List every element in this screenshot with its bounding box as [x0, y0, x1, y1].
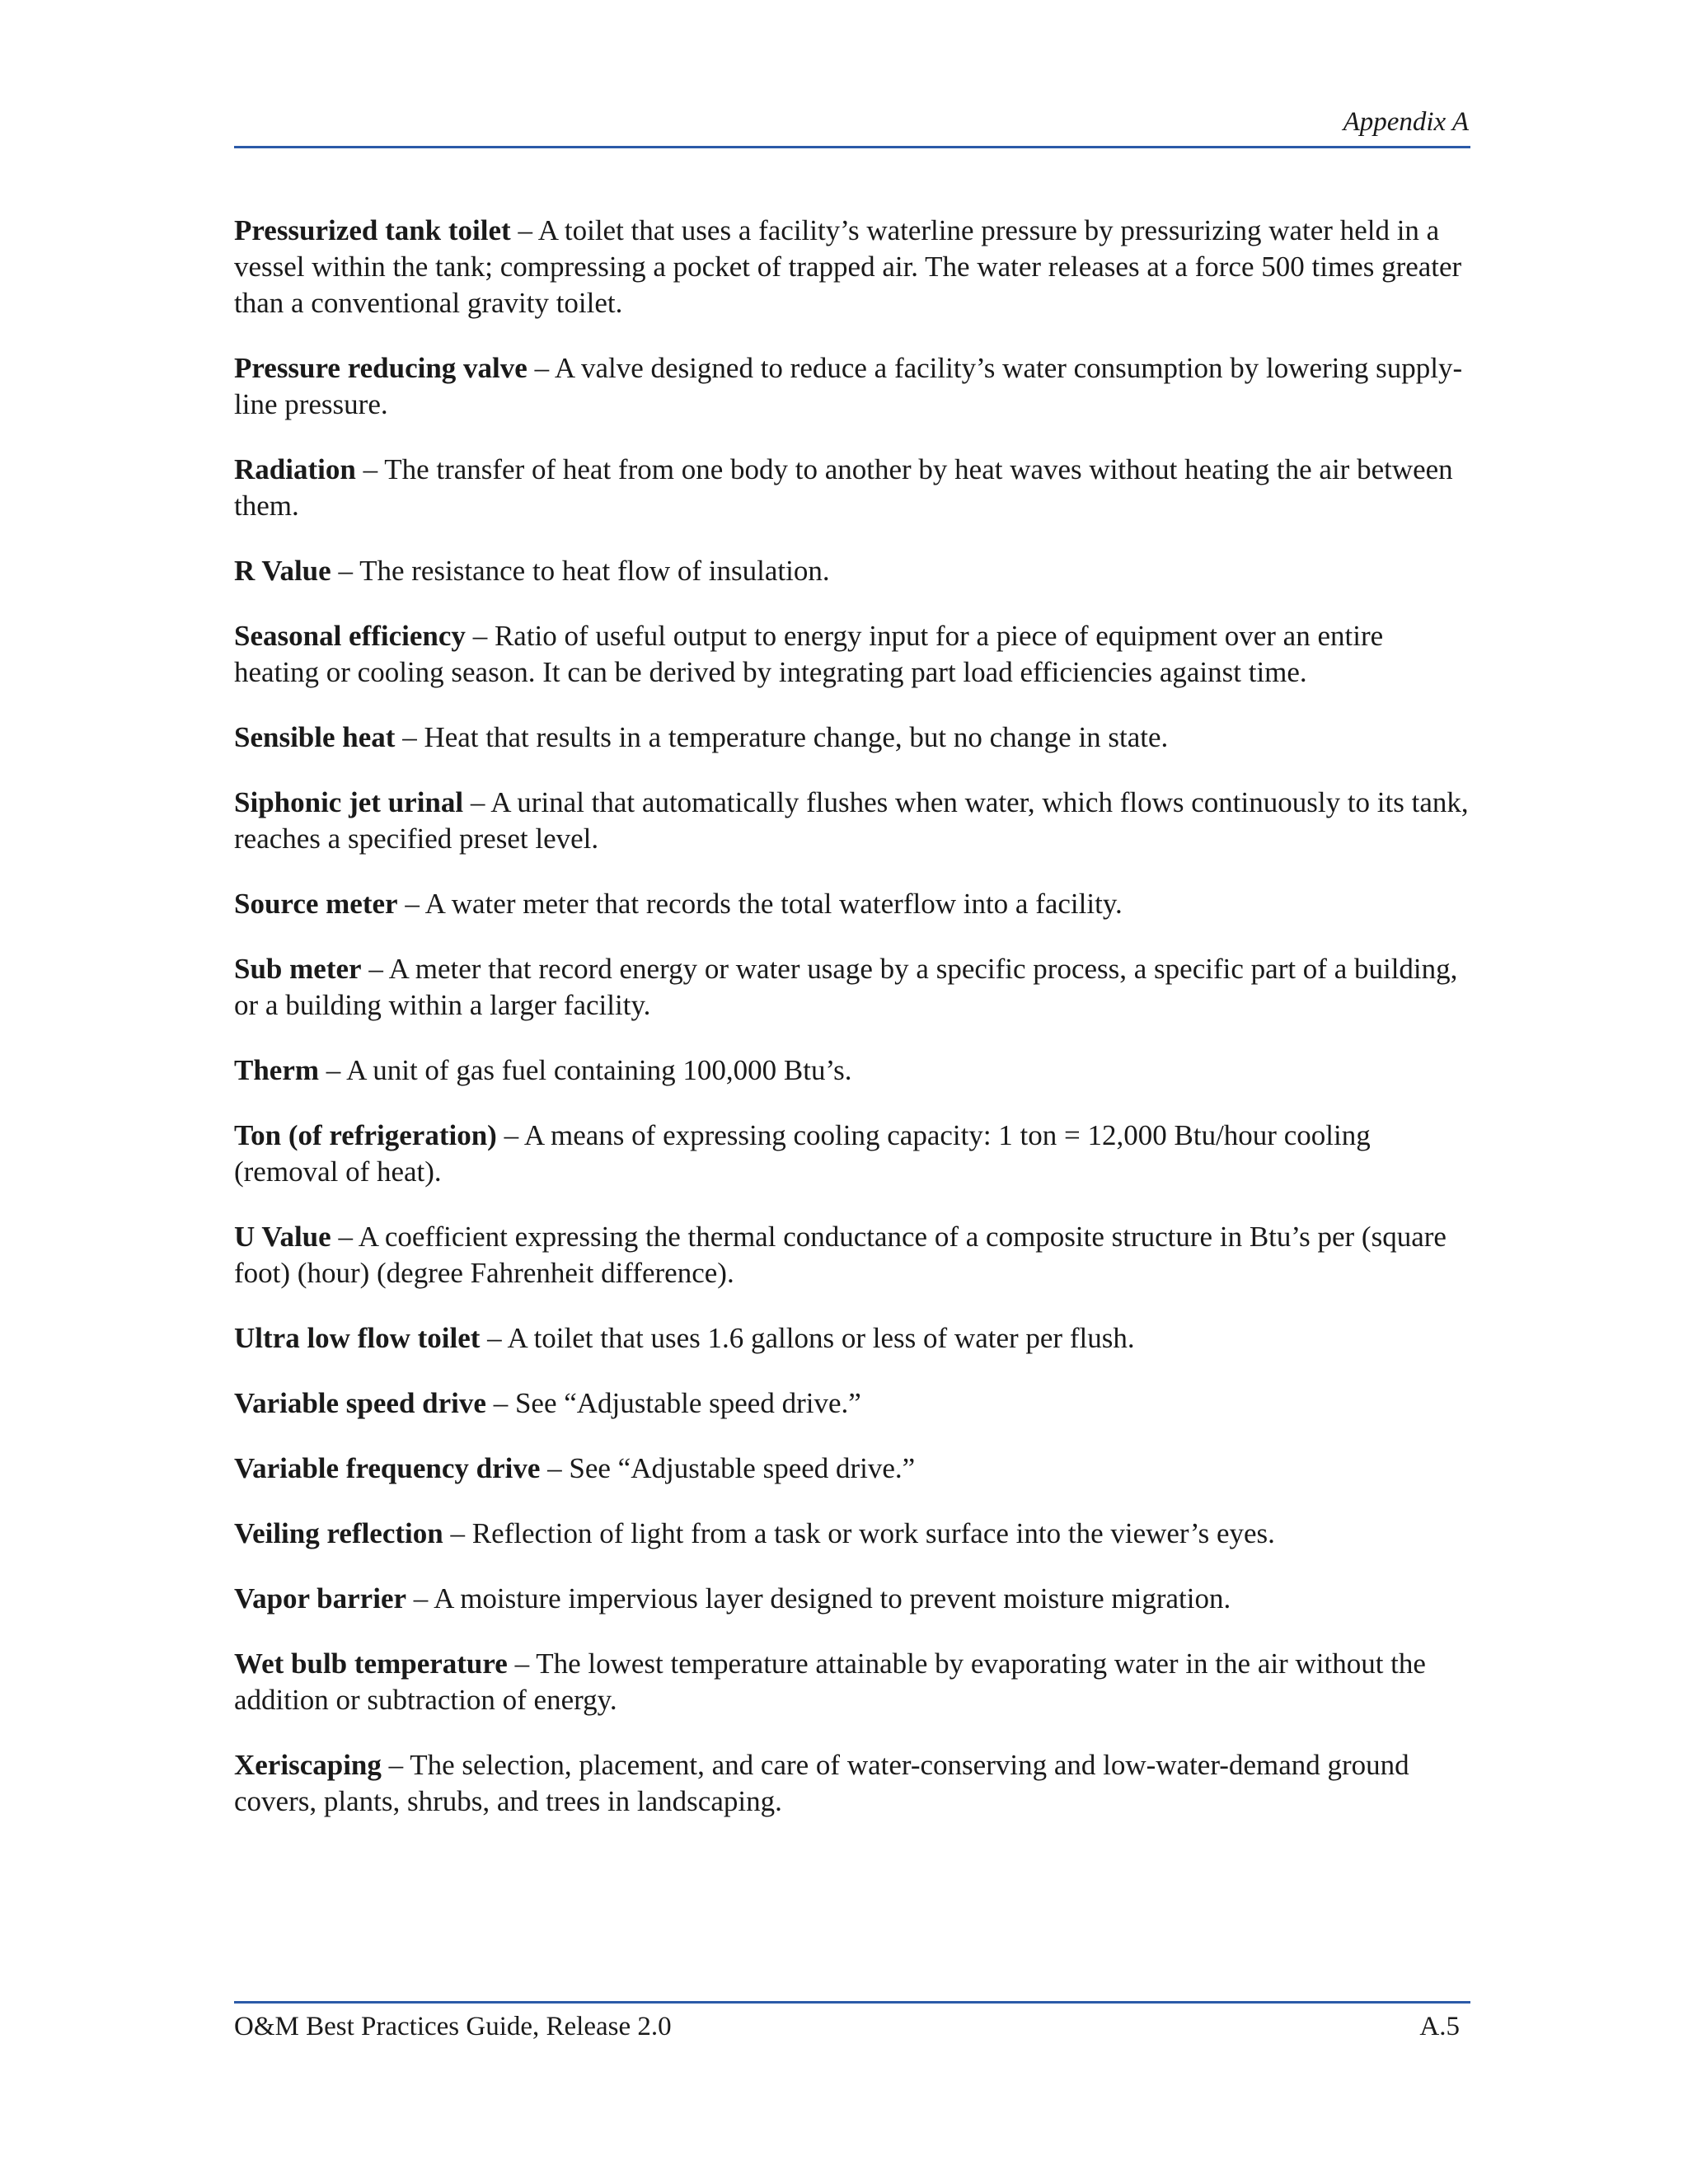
glossary-definition: A valve designed to reduce a facility’s water consumption by lowering supply-line pressure. [234, 352, 1463, 420]
glossary-definition: A toilet that uses a facility’s waterline pressure by pressurizing water held in a vessel within the tank; compressing a pocket of trapped air. The water releases at a force 500 times greater than a conventional gravity toilet. [234, 214, 1462, 319]
glossary-entry [234, 1052, 1475, 1089]
header-divider [234, 146, 1470, 148]
term-separator: – [397, 888, 425, 920]
glossary-definition: The selection, placement, and care of water-conserving and low-water-demand ground covers, plants, shrubs, and trees in landscaping. [234, 1749, 1409, 1817]
glossary-term: Vapor barrier [234, 1582, 407, 1615]
glossary-entry [234, 1451, 1475, 1487]
glossary-term: Therm [234, 1054, 320, 1086]
term-separator: – [480, 1322, 508, 1354]
glossary-definition: A coefficient expressing the thermal conductance of a composite structure in Btu’s per (square foot) (hour) (degree Fahrenheit difference). [234, 1221, 1447, 1289]
glossary-definition: A toilet that uses 1.6 gallons or less of water per flush. [507, 1322, 1135, 1354]
glossary-definition: A water meter that records the total waterflow into a facility. [424, 888, 1123, 920]
glossary-entry [234, 1385, 1475, 1422]
term-separator: – [507, 1647, 537, 1680]
term-separator: – [443, 1517, 472, 1549]
glossary-definition: See “Adjustable speed drive.” [569, 1452, 916, 1484]
glossary-term: Source meter [234, 888, 398, 920]
glossary-definition: A moisture impervious layer designed to prevent moisture migration. [434, 1582, 1231, 1615]
glossary-definition: Heat that results in a temperature change, but no change in state. [424, 721, 1169, 753]
glossary-term: Variable frequency drive [234, 1452, 541, 1484]
glossary-term: Siphonic jet urinal [234, 786, 464, 818]
glossary-term: Ton (of refrigeration) [234, 1119, 497, 1151]
glossary-entry [234, 1516, 1475, 1552]
term-separator: – [496, 1119, 524, 1151]
glossary-entry [234, 1646, 1475, 1718]
glossary-entry [234, 618, 1475, 691]
glossary-term: Sub meter [234, 953, 362, 985]
glossary-entry [234, 213, 1475, 321]
glossary-entry [234, 1118, 1475, 1190]
term-separator: – [406, 1582, 434, 1615]
glossary-entry [234, 886, 1475, 922]
term-separator: – [381, 1749, 410, 1781]
glossary-term: U Value [234, 1221, 331, 1253]
glossary-definition: The transfer of heat from one body to another by heat waves without heating the air between them. [234, 453, 1453, 522]
term-separator: – [527, 352, 555, 384]
glossary-entry [234, 719, 1475, 756]
term-separator: – [331, 555, 360, 587]
appendix-label: Appendix A [1343, 107, 1469, 137]
glossary-definition: A urinal that automatically flushes when water, which flows continuously to its tank, reaches a specified preset level. [234, 786, 1469, 855]
glossary-entry [234, 452, 1475, 524]
glossary-list [234, 213, 1475, 1849]
glossary-term: Variable speed drive [234, 1387, 486, 1419]
term-separator: – [395, 721, 424, 753]
term-separator: – [540, 1452, 570, 1484]
glossary-term: Seasonal efficiency [234, 620, 466, 652]
glossary-term: Ultra low flow toilet [234, 1322, 481, 1354]
glossary-entry [234, 951, 1475, 1024]
glossary-term: Pressure reducing valve [234, 352, 528, 384]
glossary-definition: A means of expressing cooling capacity: 1 ton = 12,000 Btu/hour cooling (removal of heat). [234, 1119, 1371, 1188]
glossary-entry [234, 1320, 1475, 1357]
glossary-entry [234, 1747, 1475, 1820]
glossary-definition: See “Adjustable speed drive.” [514, 1387, 861, 1419]
glossary-entry [234, 350, 1475, 423]
glossary-entry [234, 1219, 1475, 1291]
term-separator: – [510, 214, 538, 246]
glossary-term: R Value [234, 555, 331, 587]
glossary-term: Radiation [234, 453, 356, 485]
term-separator: – [319, 1054, 347, 1086]
glossary-definition: A unit of gas fuel containing 100,000 Btu’s. [346, 1054, 852, 1086]
glossary-definition: A meter that record energy or water usage by a specific process, a specific part of a building, or a building within a larger facility. [234, 953, 1458, 1021]
glossary-definition: The resistance to heat flow of insulation. [359, 555, 830, 587]
glossary-entry [234, 1581, 1475, 1617]
page-number: A.5 [1419, 2012, 1460, 2041]
glossary-term: Pressurized tank toilet [234, 214, 511, 246]
glossary-term: Xeriscaping [234, 1749, 382, 1781]
term-separator: – [355, 453, 385, 485]
term-separator: – [463, 786, 491, 818]
glossary-term: Veiling reflection [234, 1517, 443, 1549]
term-separator: – [361, 953, 389, 985]
term-separator: – [485, 1387, 515, 1419]
term-separator: – [465, 620, 495, 652]
glossary-term: Sensible heat [234, 721, 396, 753]
glossary-definition: Ratio of useful output to energy input for a piece of equipment over an entire heating or cooling season. It can be derived by integrating part load efficiencies against time. [234, 620, 1384, 688]
glossary-definition: The lowest temperature attainable by evaporating water in the air without the addition or subtraction of energy. [234, 1647, 1426, 1716]
footer-title: O&M Best Practices Guide, Release 2.0 [234, 2012, 672, 2041]
glossary-entry [234, 553, 1475, 589]
glossary-definition: Reflection of light from a task or work surface into the viewer’s eyes. [471, 1517, 1275, 1549]
glossary-entry [234, 785, 1475, 857]
footer-divider [234, 2001, 1470, 2004]
glossary-term: Wet bulb temperature [234, 1647, 508, 1680]
term-separator: – [331, 1221, 359, 1253]
